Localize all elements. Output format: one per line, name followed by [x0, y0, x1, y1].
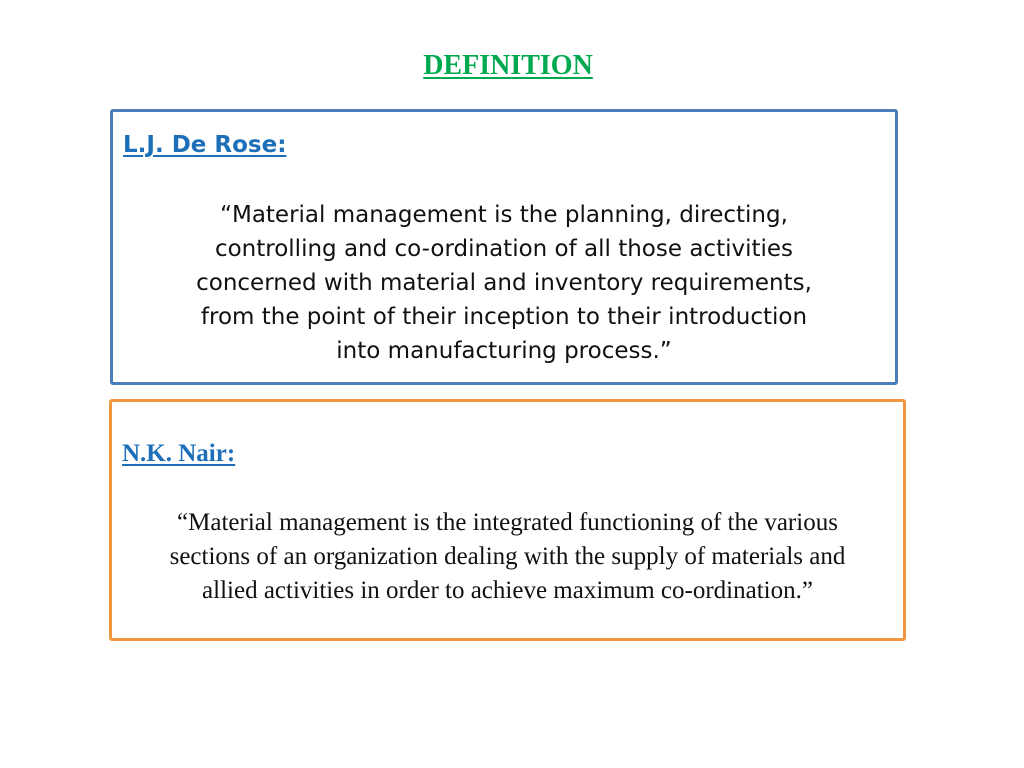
quote-line: controlling and co-ordination of all those activities — [214, 236, 794, 262]
quote-line: “Material management is the planning, directing, — [220, 202, 788, 228]
definition-box-nair — [109, 399, 906, 641]
quote-line: “Material management is the integrated functioning of the various — [177, 509, 838, 536]
author-nair: N.K. Nair: — [122, 440, 236, 467]
quote-de-rose — [113, 198, 895, 368]
definition-box-de-rose — [110, 109, 898, 385]
quote-line: from the point of their inception to their introduction — [200, 304, 808, 330]
quote-nair — [112, 506, 903, 608]
quote-line: concerned with material and inventory requirements, — [196, 270, 812, 296]
quote-line: into manufacturing process.” — [336, 338, 672, 364]
quote-line: sections of an organization dealing with the supply of materials and — [169, 543, 846, 570]
slide-title: DEFINITION — [423, 50, 593, 81]
quote-line: allied activities in order to achieve maximum co-ordination.” — [202, 577, 813, 604]
author-de-rose: L.J. De Rose: — [123, 132, 287, 158]
